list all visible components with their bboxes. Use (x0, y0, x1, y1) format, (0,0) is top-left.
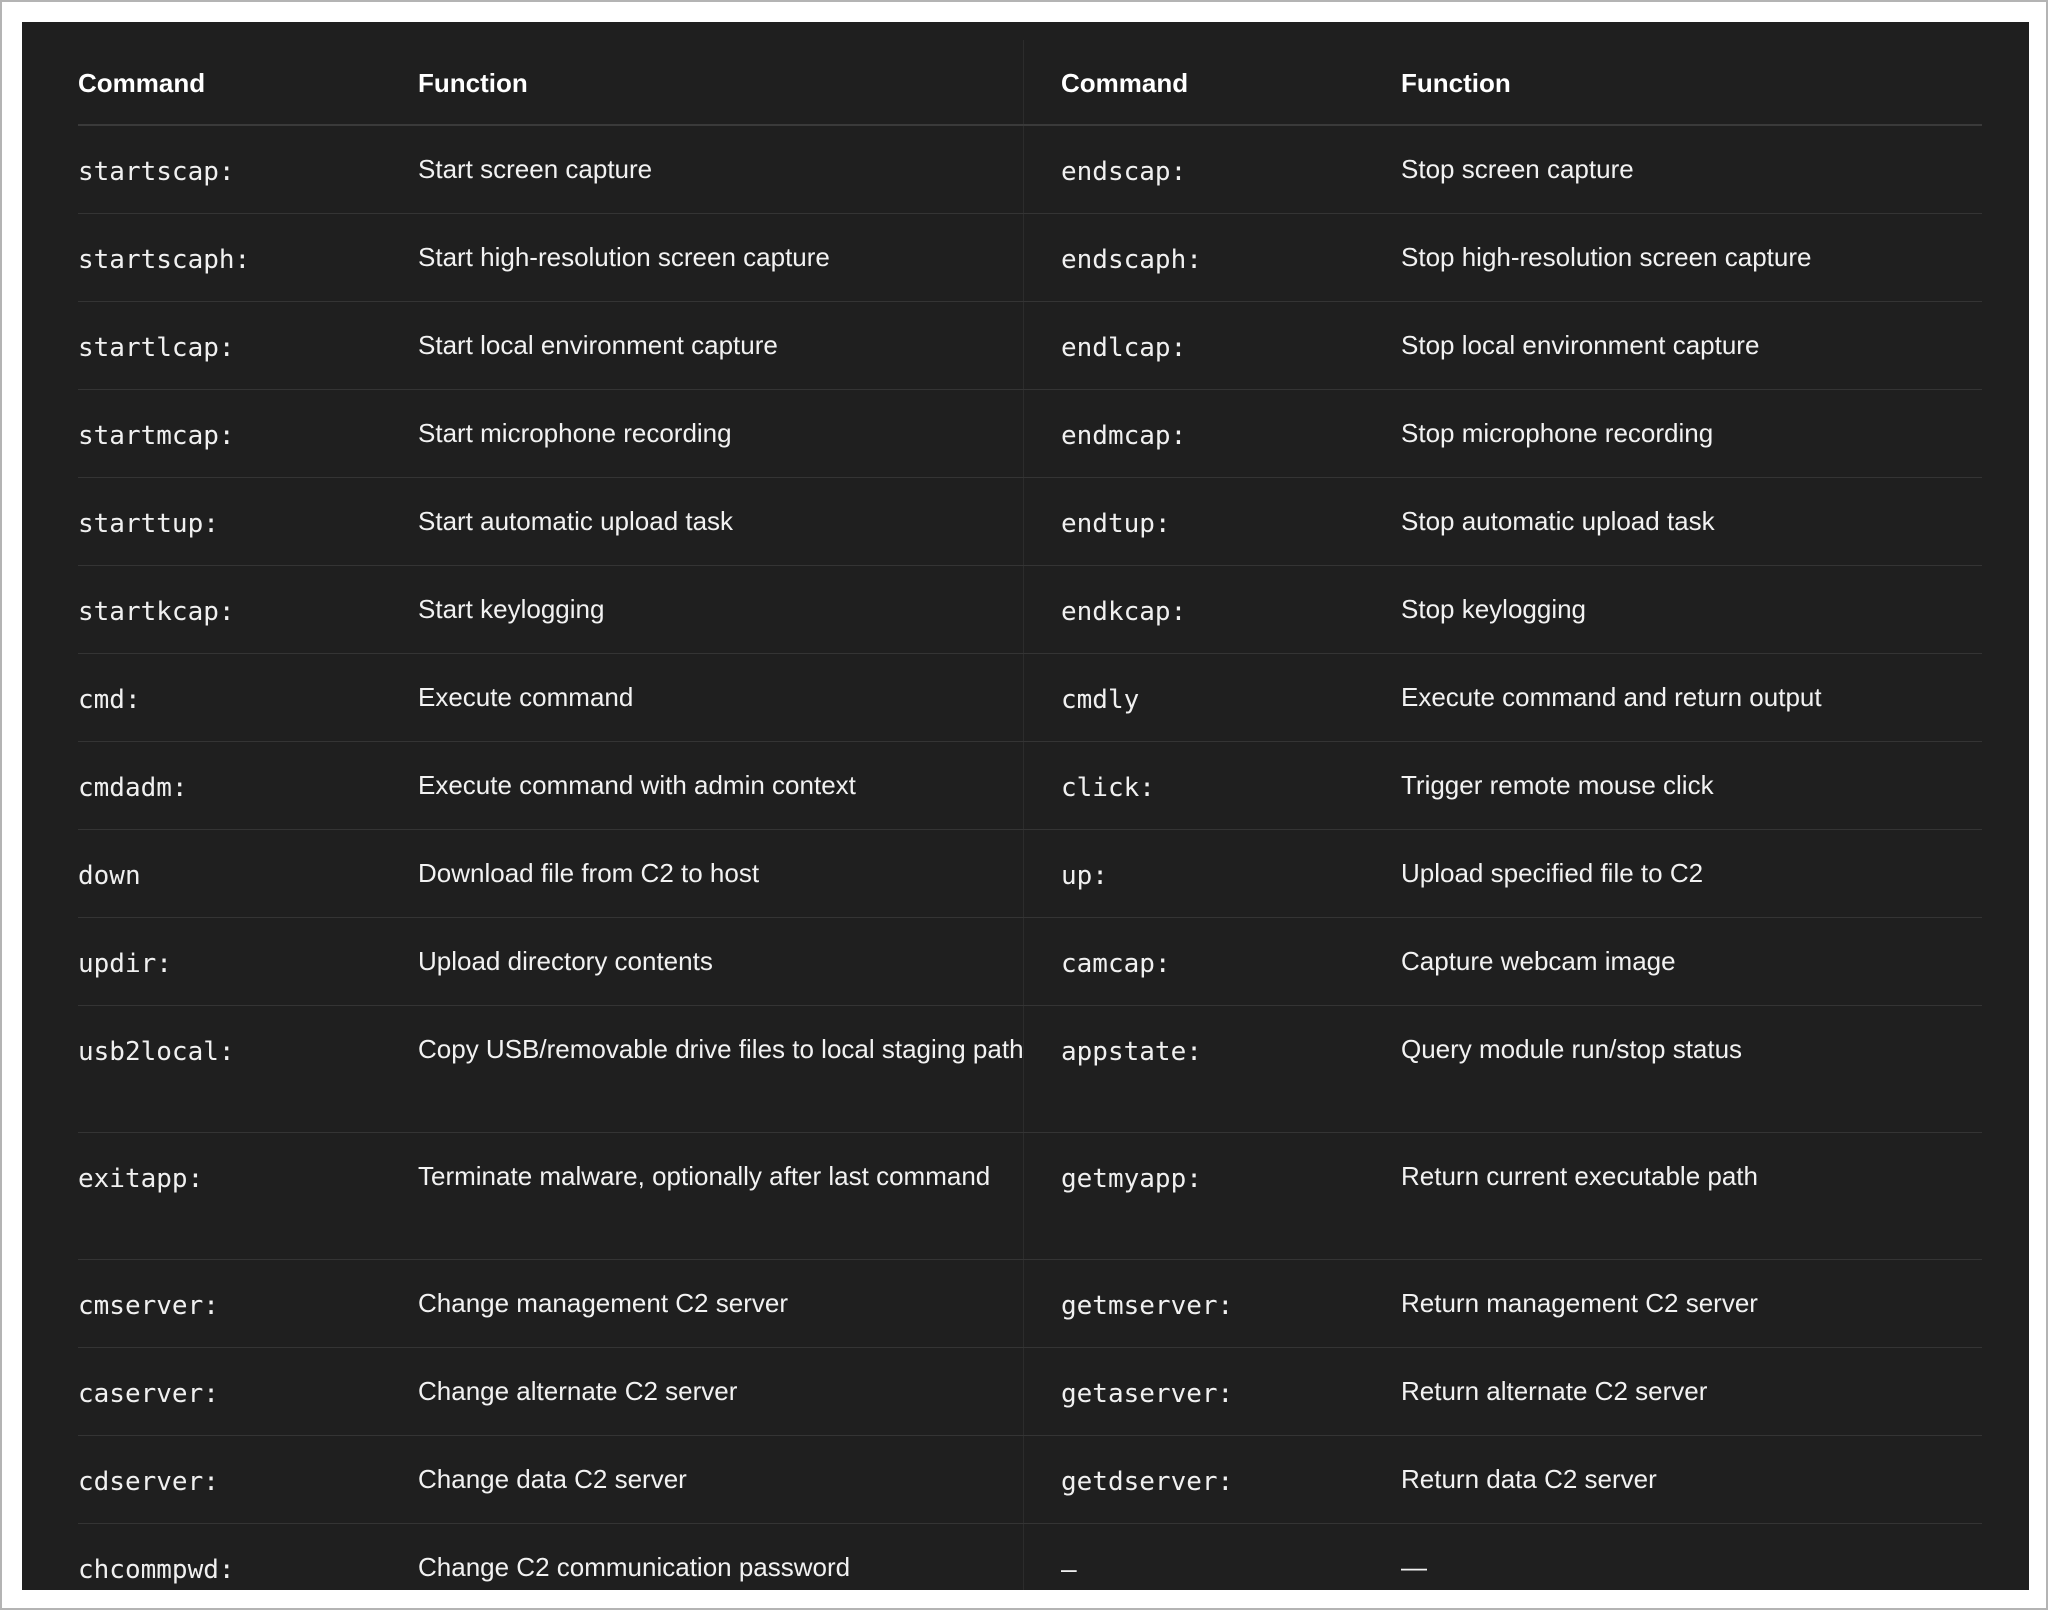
command-left-cell (78, 302, 418, 390)
function-left-cell (418, 1133, 1061, 1260)
command-text: click: (1061, 742, 1401, 806)
command-text: endscap: (1061, 126, 1401, 190)
function-left-cell (418, 918, 1061, 1006)
function-left-cell (418, 1436, 1061, 1524)
function-text: Trigger remote mouse click (1401, 742, 1982, 806)
command-right-cell (1061, 1348, 1401, 1436)
command-text: chcommpwd: (78, 1524, 418, 1588)
command-text: getdserver: (1061, 1436, 1401, 1500)
function-left-cell (418, 125, 1061, 214)
command-right-cell (1061, 742, 1401, 830)
table-row (78, 390, 1982, 478)
function-right-cell (1401, 1524, 1982, 1611)
command-text: cmd: (78, 654, 418, 718)
table-row (78, 302, 1982, 390)
command-text: up: (1061, 830, 1401, 894)
command-text: getmyapp: (1061, 1133, 1401, 1197)
command-text: getaserver: (1061, 1348, 1401, 1412)
function-text: Download file from C2 to host (418, 830, 1061, 894)
table-row (78, 830, 1982, 918)
command-text: cmserver: (78, 1260, 418, 1324)
command-text: exitapp: (78, 1133, 418, 1197)
command-text: down (78, 830, 418, 894)
function-text: — (1401, 1524, 1982, 1588)
table-row (78, 214, 1982, 302)
function-left-cell (418, 390, 1061, 478)
function-left-cell (418, 1524, 1061, 1611)
command-left-cell (78, 478, 418, 566)
function-right-cell (1401, 1006, 1982, 1133)
table-row (78, 478, 1982, 566)
function-text: Stop local environment capture (1401, 302, 1982, 366)
command-left-cell (78, 214, 418, 302)
command-right-cell (1061, 1524, 1401, 1611)
function-text: Return alternate C2 server (1401, 1348, 1982, 1412)
function-left-cell (418, 478, 1061, 566)
table-row (78, 1006, 1982, 1133)
function-text: Query module run/stop status (1401, 1006, 1982, 1070)
function-text: Start microphone recording (418, 390, 1061, 454)
command-text: cmdadm: (78, 742, 418, 806)
command-left-cell (78, 1133, 418, 1260)
table-body (78, 125, 1982, 1611)
function-right-cell (1401, 566, 1982, 654)
command-text: endmcap: (1061, 390, 1401, 454)
table-row (78, 566, 1982, 654)
command-text: startmcap: (78, 390, 418, 454)
command-text: endscaph: (1061, 214, 1401, 278)
command-left-cell (78, 1260, 418, 1348)
command-right-cell (1061, 830, 1401, 918)
function-text: Stop screen capture (1401, 126, 1982, 190)
function-right-cell (1401, 830, 1982, 918)
function-text: Copy USB/removable drive files to local staging path (418, 1006, 1061, 1070)
header-command-right: Command (1061, 42, 1401, 125)
command-left-cell (78, 1524, 418, 1611)
command-right-cell (1061, 1133, 1401, 1260)
function-text: Execute command with admin context (418, 742, 1061, 806)
table-row (78, 742, 1982, 830)
function-text: Terminate malware, optionally after last command (418, 1133, 1061, 1197)
function-text: Change management C2 server (418, 1260, 1061, 1324)
table-row (78, 1348, 1982, 1436)
function-right-cell (1401, 742, 1982, 830)
function-right-cell (1401, 1436, 1982, 1524)
function-text: Return management C2 server (1401, 1260, 1982, 1324)
command-left-cell (78, 742, 418, 830)
command-right-cell (1061, 214, 1401, 302)
function-text: Stop automatic upload task (1401, 478, 1982, 542)
function-text: Change alternate C2 server (418, 1348, 1061, 1412)
command-right-cell (1061, 1436, 1401, 1524)
function-text: Execute command and return output (1401, 654, 1982, 718)
function-right-cell (1401, 478, 1982, 566)
command-text: startkcap: (78, 566, 418, 630)
function-left-cell (418, 654, 1061, 742)
function-left-cell (418, 214, 1061, 302)
command-text: cdserver: (78, 1436, 418, 1500)
command-right-cell (1061, 918, 1401, 1006)
command-text: endtup: (1061, 478, 1401, 542)
function-left-cell (418, 830, 1061, 918)
function-text: Capture webcam image (1401, 918, 1982, 982)
command-text: startlcap: (78, 302, 418, 366)
function-right-cell (1401, 214, 1982, 302)
header-row (78, 42, 1982, 125)
function-text: Stop high-resolution screen capture (1401, 214, 1982, 278)
header-function-left: Function (418, 42, 1061, 125)
header-command-left: Command (78, 42, 418, 125)
command-text: — (1061, 1524, 1401, 1588)
function-text: Return current executable path (1401, 1133, 1982, 1197)
command-text: appstate: (1061, 1006, 1401, 1070)
table-row (78, 654, 1982, 742)
command-left-cell (78, 1006, 418, 1133)
function-right-cell (1401, 390, 1982, 478)
function-text: Return data C2 server (1401, 1436, 1982, 1500)
function-left-cell (418, 1260, 1061, 1348)
command-text: startscap: (78, 126, 418, 190)
function-right-cell (1401, 302, 1982, 390)
command-text: cmdly (1061, 654, 1401, 718)
function-left-cell (418, 566, 1061, 654)
function-text: Stop microphone recording (1401, 390, 1982, 454)
command-text: starttup: (78, 478, 418, 542)
function-right-cell (1401, 125, 1982, 214)
function-right-cell (1401, 1133, 1982, 1260)
table-row (78, 1524, 1982, 1611)
function-right-cell (1401, 654, 1982, 742)
table-row (78, 918, 1982, 1006)
table-row (78, 1260, 1982, 1348)
command-right-cell (1061, 302, 1401, 390)
command-table-panel (22, 22, 2029, 1590)
function-text: Start screen capture (418, 126, 1061, 190)
header-function-right: Function (1401, 42, 1982, 125)
command-text: endkcap: (1061, 566, 1401, 630)
command-right-cell (1061, 125, 1401, 214)
command-right-cell (1061, 654, 1401, 742)
command-left-cell (78, 830, 418, 918)
command-text: usb2local: (78, 1006, 418, 1070)
command-left-cell (78, 1348, 418, 1436)
command-left-cell (78, 654, 418, 742)
function-left-cell (418, 1348, 1061, 1436)
command-left-cell (78, 918, 418, 1006)
table-row (78, 125, 1982, 214)
command-text: camcap: (1061, 918, 1401, 982)
table-header (78, 42, 1982, 125)
command-text: updir: (78, 918, 418, 982)
function-text: Change data C2 server (418, 1436, 1061, 1500)
command-text: startscaph: (78, 214, 418, 278)
command-right-cell (1061, 390, 1401, 478)
command-right-cell (1061, 478, 1401, 566)
command-text: caserver: (78, 1348, 418, 1412)
function-right-cell (1401, 918, 1982, 1006)
table-row (78, 1436, 1982, 1524)
function-left-cell (418, 742, 1061, 830)
function-text: Change C2 communication password (418, 1524, 1061, 1588)
function-text: Upload directory contents (418, 918, 1061, 982)
function-text: Start high-resolution screen capture (418, 214, 1061, 278)
function-right-cell (1401, 1348, 1982, 1436)
command-right-cell (1061, 566, 1401, 654)
function-right-cell (1401, 1260, 1982, 1348)
command-table (78, 42, 1982, 1611)
function-text: Execute command (418, 654, 1061, 718)
function-left-cell (418, 302, 1061, 390)
table-row (78, 1133, 1982, 1260)
function-left-cell (418, 1006, 1061, 1133)
command-left-cell (78, 125, 418, 214)
function-text: Stop keylogging (1401, 566, 1982, 630)
command-right-cell (1061, 1260, 1401, 1348)
function-text: Start automatic upload task (418, 478, 1061, 542)
function-text: Start local environment capture (418, 302, 1061, 366)
command-left-cell (78, 566, 418, 654)
function-text: Start keylogging (418, 566, 1061, 630)
command-text: endlcap: (1061, 302, 1401, 366)
function-text: Upload specified file to C2 (1401, 830, 1982, 894)
command-left-cell (78, 1436, 418, 1524)
command-left-cell (78, 390, 418, 478)
command-text: getmserver: (1061, 1260, 1401, 1324)
command-right-cell (1061, 1006, 1401, 1133)
